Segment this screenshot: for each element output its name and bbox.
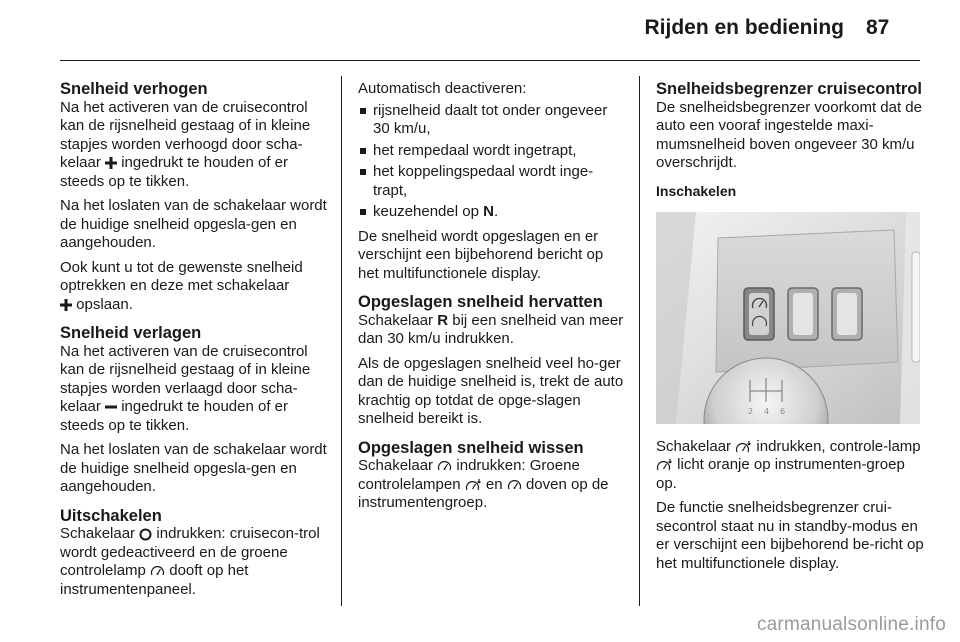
column-divider-2 xyxy=(639,76,640,606)
list-item: keuzehendel op N. xyxy=(358,203,626,222)
heading-switch-off: Uitschakelen xyxy=(60,506,162,525)
auto-deactivate-paragraph: De snelheid wordt opgeslagen en er verschijnt een bijbehorend bericht op het multifunctionele display. xyxy=(358,227,604,282)
minus-icon xyxy=(105,401,117,413)
page-number: 87 xyxy=(866,16,890,39)
auto-deactivate-intro: Automatisch deactiveren: xyxy=(358,80,527,97)
heading-switch-on: Inschakelen xyxy=(656,182,737,199)
off-circle-icon xyxy=(139,528,152,541)
list-item: het koppelingspedaal wordt inge-trapt, xyxy=(358,163,626,200)
on-paragraph-2: De functie snelheidsbegrenzer crui-secontrol staat nu in standby-modus en er verschijnt een bijbehorend be-richt op het multifunctionele display. xyxy=(656,499,924,572)
heading-lower-speed: Snelheid verlagen xyxy=(60,324,202,342)
clear-paragraph: Schakelaar indrukken: Groene controlelampen en doven op de instrumentengroep. xyxy=(358,457,609,511)
lower-paragraph-2: Na het loslaten van de schakelaar wordt de huidige snelheid opgesla-gen en aangehouden. xyxy=(60,441,327,495)
raise-paragraph-3: Ook kunt u tot de gewenste snelheid optrekken en deze met schakelaar opslaan. xyxy=(60,258,303,313)
switch-panel-photo xyxy=(656,212,920,424)
cruise-control-icon xyxy=(437,460,452,472)
cruise-control-icon xyxy=(507,479,522,491)
header-rule xyxy=(60,60,920,61)
speed-limiter-icon xyxy=(735,440,752,454)
lower-paragraph-1: Na het activeren van de cruisecontrol kan de rijsnelheid gestaag of in kleine stapjes worden verlaagd door scha-kelaar ingedrukt te houden of er steeds op te tikken. xyxy=(60,342,311,434)
running-header: Rijden en bediening xyxy=(644,16,844,39)
column-3 xyxy=(656,80,924,573)
watermark: carmanualsonline.info xyxy=(756,614,946,635)
speed-limiter-icon xyxy=(465,478,482,492)
resume-paragraph-1: Schakelaar R bij een snelheid van meer dan 30 km/u indrukken. xyxy=(358,311,624,347)
column-2 xyxy=(358,80,626,513)
auto-deactivate-list xyxy=(358,102,626,222)
svg-text:2: 2 xyxy=(748,406,754,416)
limiter-paragraph: De snelheidsbegrenzer voorkomt dat de auto een vooraf ingestelde maxi-mumsnelheid boven ongeveer 30 km/u overschrijdt. xyxy=(656,98,922,171)
list-item: het rempedaal wordt ingetrapt, xyxy=(358,142,626,161)
heading-raise-speed: Snelheid verhogen xyxy=(60,80,208,98)
list-item: rijsnelheid daalt tot onder ongeveer 30 km/u, xyxy=(358,102,626,139)
on-paragraph-1: Schakelaar indrukken, controle-lamp licht oranje op instrumenten-groep op. xyxy=(656,437,921,492)
heading-speed-limiter: Snelheidsbegrenzer cruisecontrol xyxy=(656,80,922,98)
raise-paragraph-2: Na het loslaten van de schakelaar wordt de huidige snelheid opgesla-gen en aangehouden. xyxy=(60,197,327,251)
switch-highlighted xyxy=(744,288,774,340)
column-divider-1 xyxy=(341,76,342,606)
plus-icon xyxy=(105,157,117,169)
off-paragraph: Schakelaar indrukken: cruisecon-trol wordt gedeactiveerd en de groene controlelamp dooft op het instrumentenpaneel. xyxy=(60,525,320,598)
svg-text:6: 6 xyxy=(780,406,786,416)
speed-limiter-icon xyxy=(656,458,673,472)
svg-text:4: 4 xyxy=(764,406,770,416)
heading-resume-speed: Opgeslagen snelheid hervatten xyxy=(358,293,603,311)
raise-paragraph-1: Na het activeren van de cruisecontrol kan de rijsnelheid gestaag of in kleine stapjes worden verhoogd door scha-kelaar ingedrukt te houden of er steeds op te tikken. xyxy=(60,98,311,190)
plus-icon xyxy=(60,299,72,311)
heading-clear-speed: Opgeslagen snelheid wissen xyxy=(358,438,584,457)
resume-paragraph-2: Als de opgeslagen snelheid veel ho-ger dan de huidige snelheid is, trekt de auto krachtig op totdat de opge-slagen snelheid bereikt is. xyxy=(358,354,624,427)
cruise-control-icon xyxy=(150,565,165,577)
column-1 xyxy=(60,80,328,599)
